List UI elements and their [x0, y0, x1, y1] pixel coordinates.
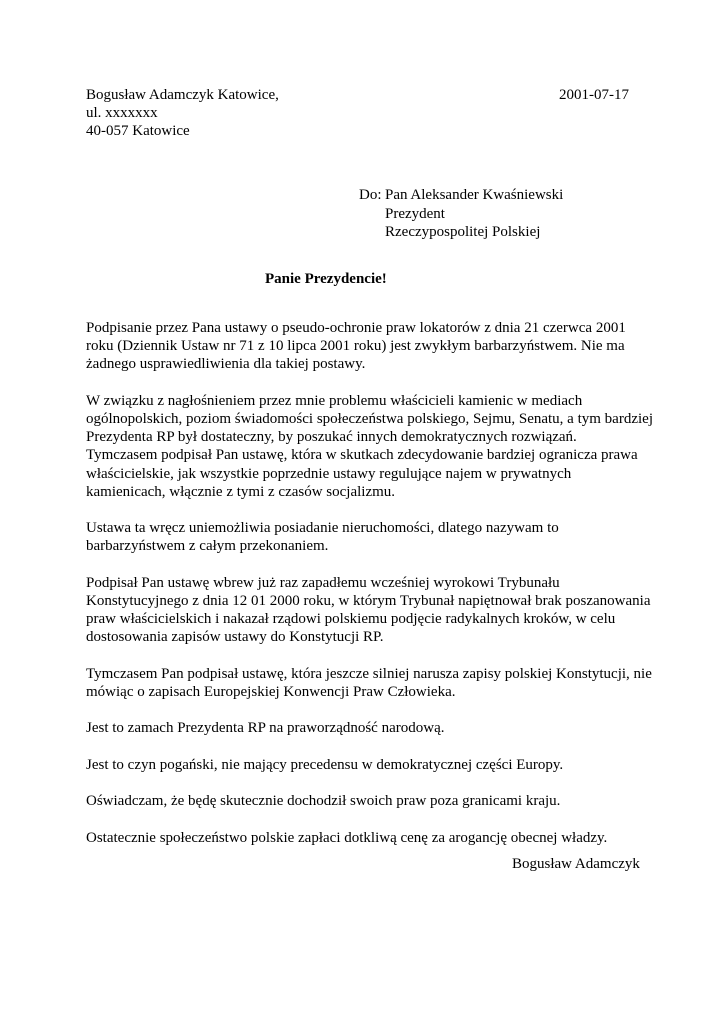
recipient-line: Pan Aleksander Kwaśniewski: [385, 187, 564, 203]
paragraph-line: Konstytucyjnego z dnia 12 01 2000 roku, w którym Trybunał napiętnował brak poszanowania: [86, 593, 651, 609]
paragraph-line: ogólnopolskich, poziom świadomości społeczeństwa polskiego, Sejmu, Senatu, a tym bardziej: [86, 411, 653, 427]
paragraph: [86, 756, 646, 774]
letter-body: [86, 319, 653, 865]
paragraph-line: Jest to zamach Prezydenta RP na praworządność narodową.: [86, 720, 445, 737]
paragraph-line: żadnego usprawiedliwienia dla takiej postawy.: [86, 356, 366, 373]
paragraph-line: Podpisał Pan ustawę wbrew już raz zapadłemu wcześniej wyrokowi Trybunału: [86, 574, 560, 591]
sender-name-city: Bogusław Adamczyk Katowice,: [86, 87, 279, 103]
paragraph: [86, 665, 652, 701]
paragraph-line: roku (Dziennik Ustaw nr 71 z 10 lipca 2001 roku) jest zwykłym barbarzyństwem. Nie ma: [86, 338, 625, 355]
paragraph-line: Prezydenta RP był dostateczny, by poszukać innych demokratycznych rozwiązań.: [86, 429, 577, 446]
paragraph: [86, 719, 646, 737]
paragraph-line: kamienicach, włącznie z tymi z czasów socjalizmu.: [86, 483, 396, 500]
paragraph-line: mówiąc o zapisach Europejskiej Konwencji Praw Człowieka.: [86, 684, 456, 700]
paragraph-line: Tymczasem podpisał Pan ustawę, która w skutkach zdecydowanie bardziej ogranicza prawa: [86, 447, 638, 464]
paragraph-line: W związku z nagłośnieniem przez mnie problemu właścicieli kamienic w mediach: [86, 392, 583, 409]
paragraph-line: Oświadczam, że będę skutecznie dochodził swoich praw poza granicami kraju.: [86, 793, 561, 810]
paragraph: [86, 792, 646, 810]
paragraph-line: Jest to czyn pogański, nie mający precedensu w demokratycznej części Europy.: [86, 756, 564, 773]
paragraph-line: Ustawa ta wręcz uniemożliwia posiadanie nieruchomości, dlatego nazywam to: [86, 520, 559, 537]
paragraph-line: barbarzyństwem z całym przekonaniem.: [86, 538, 329, 555]
paragraph-line: Podpisanie przez Pana ustawy o pseudo-ochronie praw lokatorów z dnia 21 czerwca 2001: [86, 320, 626, 336]
recipient-line: Rzeczypospolitej Polskiej: [385, 224, 541, 240]
paragraph: [86, 829, 646, 847]
paragraph-line: właścicielskie, jak wszystkie poprzednie ustawy regulujące najem w prywatnych: [86, 465, 572, 482]
sender-street: ul. xxxxxxx: [86, 105, 158, 121]
paragraph: [86, 519, 646, 555]
recipient-label: Do:: [359, 187, 382, 203]
sender-address: [86, 86, 279, 140]
salutation: Panie Prezydencie!: [265, 271, 387, 287]
sender-postal: 40-057 Katowice: [86, 123, 190, 139]
paragraph-line: Ostatecznie społeczeństwo polskie zapłaci dotkliwą cenę za arogancję obecnej władzy.: [86, 829, 608, 846]
paragraph: [86, 574, 651, 647]
recipient-block: [359, 186, 563, 242]
paragraph-line: dostosowania zapisów ustawy do Konstytucji RP.: [86, 629, 384, 646]
paragraph: [86, 319, 646, 374]
recipient-line: Prezydent: [385, 205, 445, 222]
paragraph-line: Tymczasem Pan podpisał ustawę, która jeszcze silniej narusza zapisy polskiej Konstytucji, nie: [86, 665, 652, 682]
letter-date: 2001-07-17: [559, 87, 629, 103]
paragraph: [86, 392, 653, 501]
paragraph-line: praw właścicielskich i nakazał rządowi polskiemu podjęcie radykalnych kroków, w celu: [86, 611, 616, 628]
signature: Bogusław Adamczyk: [512, 856, 640, 872]
